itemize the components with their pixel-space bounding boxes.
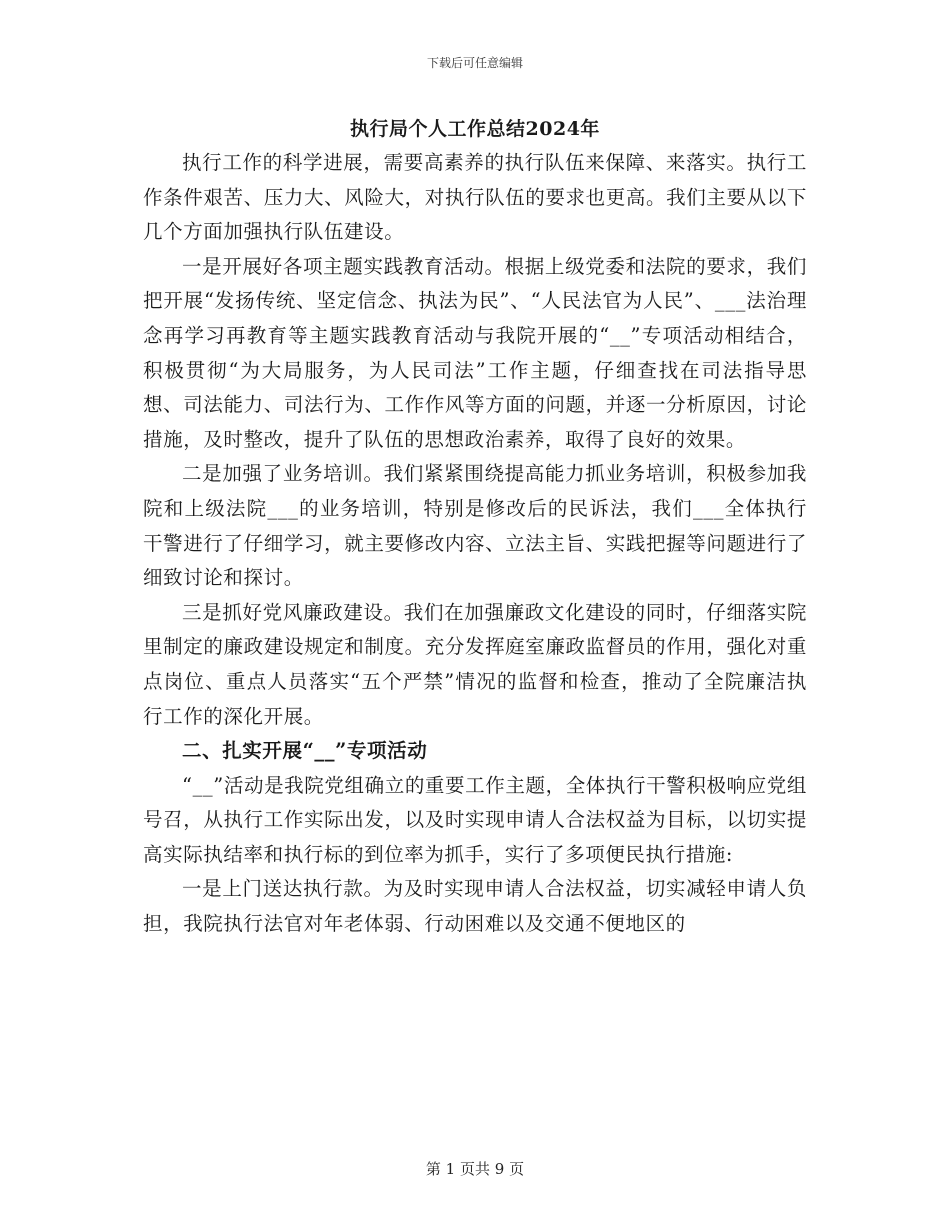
paragraph-item-1: 一是开展好各项主题实践教育活动。根据上级党委和法院的要求，我们把开展“发扬传统、坚定信念、执法为民”、“人民法官为人民”、___法治理念再学习再教育等主题实践教育活动与我院开展的“__”专项活动相结合，积极贯彻“为大局服务，为人民司法”工作主题，仔细查找在司法指导思想、司法能力、司法行为、工作作风等方面的问题，并逐一分析原因，讨论措施，及时整改，提升了队伍的思想政治素养，取得了良好的效果。 — [143, 254, 807, 451]
paragraph-item-3: 三是抓好党风廉政建设。我们在加强廉政文化建设的同时，仔细落实院里制定的廉政建设规定和制度。充分发挥庭室廉政监督员的作用，强化对重点岗位、重点人员落实“五个严禁”情况的监督和检查，推动了全院廉洁执行工作的深化开展。 — [143, 600, 807, 728]
paragraph-item-2: 二是加强了业务培训。我们紧紧围绕提高能力抓业务培训，积极参加我院和上级法院___的业务培训，特别是修改后的民诉法，我们___全体执行干警进行了仔细学习，就主要修改内容、立法主旨、实践把握等问题进行了细致讨论和探讨。 — [143, 462, 807, 590]
document-title: 执行局个人工作总结2024年 — [350, 118, 600, 140]
section-heading: 二、扎实开展“__”专项活动 — [182, 739, 428, 763]
header-note: 下载后可任意编辑 — [426, 56, 523, 70]
document-body — [143, 146, 807, 942]
page-footer: 第 1 页共 9 页 — [425, 1160, 525, 1178]
paragraph-section-intro: “__”活动是我院党组确立的重要工作主题，全体执行干警积极响应党组号召，从执行工作实际出发，以及时实现申请人合法权益为目标，以切实提高实际执结率和执行标的到位率为抓手，实行了多项便民执行措施: — [143, 773, 807, 866]
paragraph-intro: 执行工作的科学进展，需要高素养的执行队伍来保障、来落实。执行工作条件艰苦、压力大、风险大，对执行队伍的要求也更高。我们主要从以下几个方面加强执行队伍建设。 — [143, 151, 807, 244]
paragraph-section-item-1: 一是上门送达执行款。为及时实现申请人合法权益，切实减轻申请人负担，我院执行法官对年老体弱、行动困难以及交通不便地区的 — [143, 877, 807, 936]
